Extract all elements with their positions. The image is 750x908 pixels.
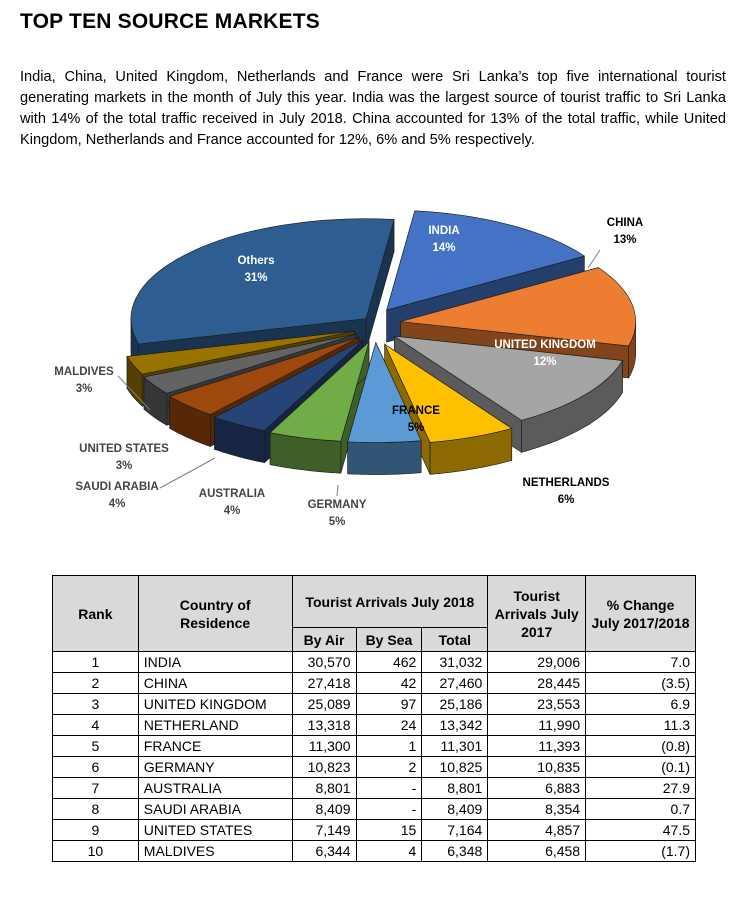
- cell-rank: 5: [53, 736, 139, 757]
- cell-change: (0.8): [586, 736, 696, 757]
- intro-paragraph: India, China, United Kingdom, Netherlands and France were Sri Lanka’s top five international tourist generating markets in the month of July this year. India was the largest source of tourist traffic to Sri Lanka with 14% of the total traffic received in July 2018. China accounted for 13% of the total traffic, while United Kingdom, Netherlands and France accounted for 12%, 6% and 5% respectively.: [20, 69, 726, 148]
- pie-value-united-states: 3%: [115, 460, 133, 472]
- cell-air: 8,801: [292, 778, 356, 799]
- cell-change: 27.9: [586, 778, 696, 799]
- cell-air: 7,149: [292, 820, 356, 841]
- cell-air: 11,300: [292, 736, 356, 757]
- cell-total: 25,186: [422, 694, 488, 715]
- cell-air: 13,318: [292, 715, 356, 736]
- cell-rank: 4: [53, 715, 139, 736]
- cell-total: 7,164: [422, 820, 488, 841]
- pie-value-germany: 5%: [328, 516, 346, 528]
- pie-label-australia: AUSTRALIA: [198, 488, 266, 500]
- pie-label-maldives: MALDIVES: [54, 366, 114, 378]
- table-row: [53, 841, 696, 862]
- cell-prev: 10,835: [488, 757, 586, 778]
- cell-country: UNITED STATES: [138, 820, 292, 841]
- header-arrivals-2017: Tourist Arrivals July 2017: [488, 576, 586, 652]
- cell-prev: 6,458: [488, 841, 586, 862]
- pie-label-india: INDIA: [428, 225, 460, 237]
- cell-prev: 4,857: [488, 820, 586, 841]
- table-row: [53, 820, 696, 841]
- pie-label-germany: GERMANY: [307, 499, 367, 511]
- table-row: [53, 715, 696, 736]
- pie-leader-germany: [337, 485, 338, 496]
- header-by-air: By Air: [292, 628, 356, 652]
- pie-value-china: 13%: [613, 234, 637, 246]
- cell-total: 31,032: [422, 652, 488, 673]
- pie-value-australia: 4%: [223, 505, 241, 517]
- header-total: Total: [422, 628, 488, 652]
- cell-country: UNITED KINGDOM: [138, 694, 292, 715]
- table-row: [53, 652, 696, 673]
- cell-air: 8,409: [292, 799, 356, 820]
- pie-value-others: 31%: [244, 272, 268, 284]
- cell-change: (3.5): [586, 673, 696, 694]
- pie-value-maldives: 3%: [75, 383, 93, 395]
- cell-air: 6,344: [292, 841, 356, 862]
- cell-change: (1.7): [586, 841, 696, 862]
- cell-sea: 462: [356, 652, 422, 673]
- cell-total: 27,460: [422, 673, 488, 694]
- cell-rank: 1: [53, 652, 139, 673]
- cell-country: INDIA: [138, 652, 292, 673]
- pie-label-france: FRANCE: [392, 405, 440, 417]
- page-title: TOP TEN SOURCE MARKETS: [20, 10, 320, 33]
- cell-air: 30,570: [292, 652, 356, 673]
- table-row: [53, 757, 696, 778]
- cell-country: FRANCE: [138, 736, 292, 757]
- cell-rank: 7: [53, 778, 139, 799]
- pie-label-netherlands: NETHERLANDS: [522, 477, 610, 489]
- cell-country: CHINA: [138, 673, 292, 694]
- cell-rank: 10: [53, 841, 139, 862]
- cell-sea: 42: [356, 673, 422, 694]
- cell-air: 25,089: [292, 694, 356, 715]
- pie-label-saudi-arabia: SAUDI ARABIA: [75, 481, 159, 493]
- cell-sea: 4: [356, 841, 422, 862]
- cell-rank: 8: [53, 799, 139, 820]
- cell-air: 27,418: [292, 673, 356, 694]
- cell-change: 11.3: [586, 715, 696, 736]
- pie-label-united-kingdom: UNITED KINGDOM: [494, 339, 596, 351]
- cell-change: 47.5: [586, 820, 696, 841]
- pie-label-others: Others: [237, 255, 275, 267]
- cell-total: 11,301: [422, 736, 488, 757]
- cell-prev: 23,553: [488, 694, 586, 715]
- header-change: % Change July 2017/2018: [586, 576, 696, 652]
- cell-rank: 2: [53, 673, 139, 694]
- pie-value-india: 14%: [432, 242, 456, 254]
- cell-sea: -: [356, 778, 422, 799]
- cell-sea: 1: [356, 736, 422, 757]
- header-rank: Rank: [53, 576, 139, 652]
- cell-total: 13,342: [422, 715, 488, 736]
- source-markets-pie-chart: [0, 200, 750, 560]
- cell-change: (0.1): [586, 757, 696, 778]
- pie-value-united-kingdom: 12%: [533, 356, 557, 368]
- cell-prev: 8,354: [488, 799, 586, 820]
- cell-sea: 15: [356, 820, 422, 841]
- cell-rank: 9: [53, 820, 139, 841]
- table-row: [53, 736, 696, 757]
- pie-label-united-states: UNITED STATES: [79, 443, 169, 455]
- table-row: [53, 799, 696, 820]
- cell-air: 10,823: [292, 757, 356, 778]
- cell-country: NETHERLAND: [138, 715, 292, 736]
- pie-value-saudi-arabia: 4%: [108, 498, 126, 510]
- cell-total: 6,348: [422, 841, 488, 862]
- cell-sea: 97: [356, 694, 422, 715]
- cell-country: SAUDI ARABIA: [138, 799, 292, 820]
- pie-value-netherlands: 6%: [557, 494, 575, 506]
- header-by-sea: By Sea: [356, 628, 422, 652]
- cell-total: 8,409: [422, 799, 488, 820]
- pie-label-china: CHINA: [606, 217, 644, 229]
- cell-prev: 28,445: [488, 673, 586, 694]
- pie-leader-china: [588, 250, 600, 268]
- cell-prev: 11,990: [488, 715, 586, 736]
- cell-sea: 24: [356, 715, 422, 736]
- cell-prev: 29,006: [488, 652, 586, 673]
- cell-sea: -: [356, 799, 422, 820]
- cell-change: 6.9: [586, 694, 696, 715]
- cell-country: GERMANY: [138, 757, 292, 778]
- cell-sea: 2: [356, 757, 422, 778]
- cell-total: 10,825: [422, 757, 488, 778]
- cell-change: 7.0: [586, 652, 696, 673]
- table-body: [53, 652, 696, 862]
- pie-leader-saudi-arabia: [160, 458, 215, 488]
- cell-rank: 6: [53, 757, 139, 778]
- table-row: [53, 778, 696, 799]
- cell-rank: 3: [53, 694, 139, 715]
- table-row: [53, 673, 696, 694]
- cell-prev: 11,393: [488, 736, 586, 757]
- table-row: [53, 694, 696, 715]
- header-arrivals-2018: Tourist Arrivals July 2018: [292, 576, 488, 628]
- cell-change: 0.7: [586, 799, 696, 820]
- cell-country: AUSTRALIA: [138, 778, 292, 799]
- cell-total: 8,801: [422, 778, 488, 799]
- header-country: Country of Residence: [138, 576, 292, 652]
- cell-prev: 6,883: [488, 778, 586, 799]
- cell-country: MALDIVES: [138, 841, 292, 862]
- pie-slice-side-france: [348, 441, 421, 475]
- source-markets-table: [52, 575, 696, 862]
- pie-value-france: 5%: [407, 422, 425, 434]
